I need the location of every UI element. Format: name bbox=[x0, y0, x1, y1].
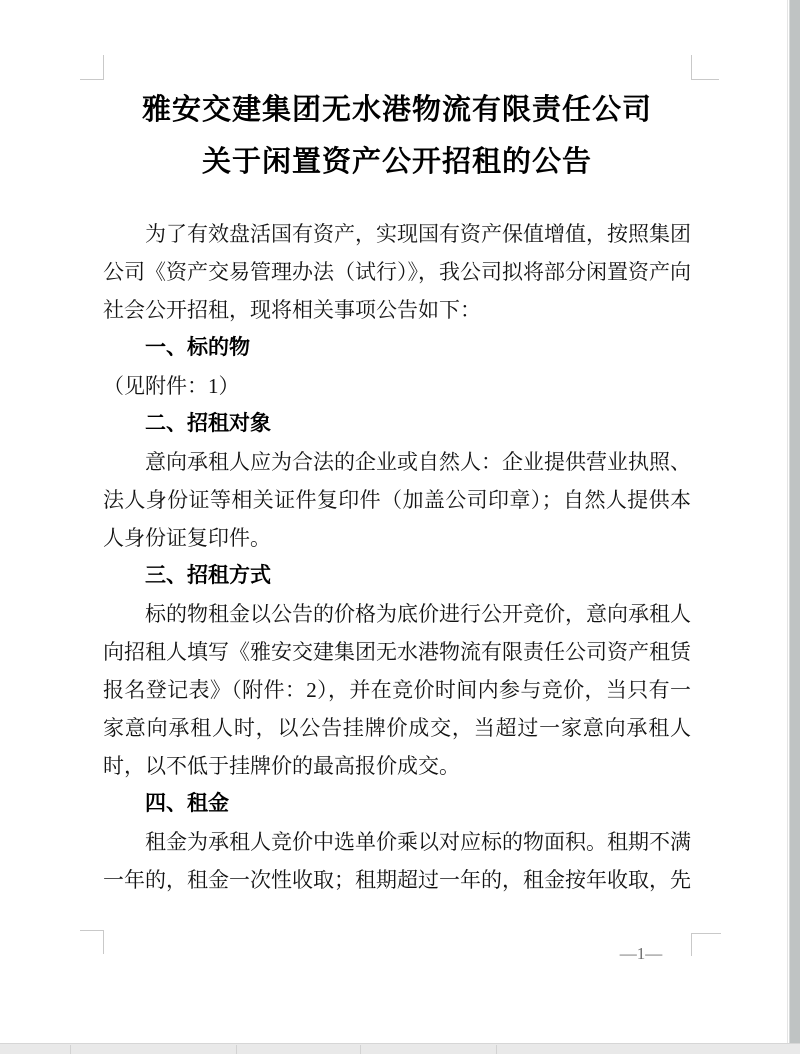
text-area bbox=[103, 78, 691, 899]
crop-mark-bottom-right bbox=[691, 933, 721, 956]
section-heading-4: 四、租金 bbox=[145, 792, 229, 815]
section-3-body: 标的物租金以公告的价格为底价进行公开竞价，意向承租人向招租人填写《雅安交建集团无水港物流有限责任公司资产租赁报名登记表》（附件：2），并在竞价时间内参与竞价，当只有一家意向承租人时，以公告挂牌价成交，当超过一家意向承租人时，以不低于挂牌价的最高报价成交。 bbox=[103, 602, 691, 778]
section-heading-1: 一、标的物 bbox=[145, 336, 250, 359]
vertical-scrollbar[interactable] bbox=[789, 0, 800, 1043]
section-4-body: 租金为承租人竞价中选单价乘以对应标的物面积。租期不满一年的，租金一次性收取；租期超过一年的，租金按年收取，先 bbox=[103, 830, 691, 892]
paragraphs bbox=[103, 215, 691, 899]
status-bar-separator bbox=[496, 1045, 497, 1054]
crop-mark-bottom-left bbox=[80, 930, 104, 954]
document-title bbox=[103, 78, 691, 188]
status-bar bbox=[0, 1043, 800, 1054]
document-title-line-2: 关于闲置资产公开招租的公告 bbox=[201, 146, 592, 178]
status-bar-separator bbox=[360, 1045, 361, 1054]
section-2-body: 意向承租人应为合法的企业或自然人：企业提供营业执照、法人身份证等相关证件复印件（加盖公司印章）；自然人提供本人身份证复印件。 bbox=[103, 450, 691, 550]
crop-mark-top-left bbox=[80, 55, 104, 80]
document-title-line-1: 雅安交建集团无水港物流有限责任公司 bbox=[141, 94, 652, 126]
section-heading-2: 二、招租对象 bbox=[145, 412, 271, 435]
intro-paragraph: 为了有效盘活国有资产，实现国有资产保值增值，按照集团公司《资产交易管理办法（试行）》，我公司拟将部分闲置资产向社会公开招租，现将相关事项公告如下： bbox=[103, 222, 691, 322]
status-bar-separator bbox=[70, 1045, 71, 1054]
page-number: —1— bbox=[619, 944, 663, 963]
section-heading-3: 三、招租方式 bbox=[145, 564, 271, 587]
attachment-note: （见附件：1） bbox=[103, 374, 240, 398]
crop-mark-top-right bbox=[691, 55, 719, 80]
status-bar-separator bbox=[236, 1045, 237, 1054]
